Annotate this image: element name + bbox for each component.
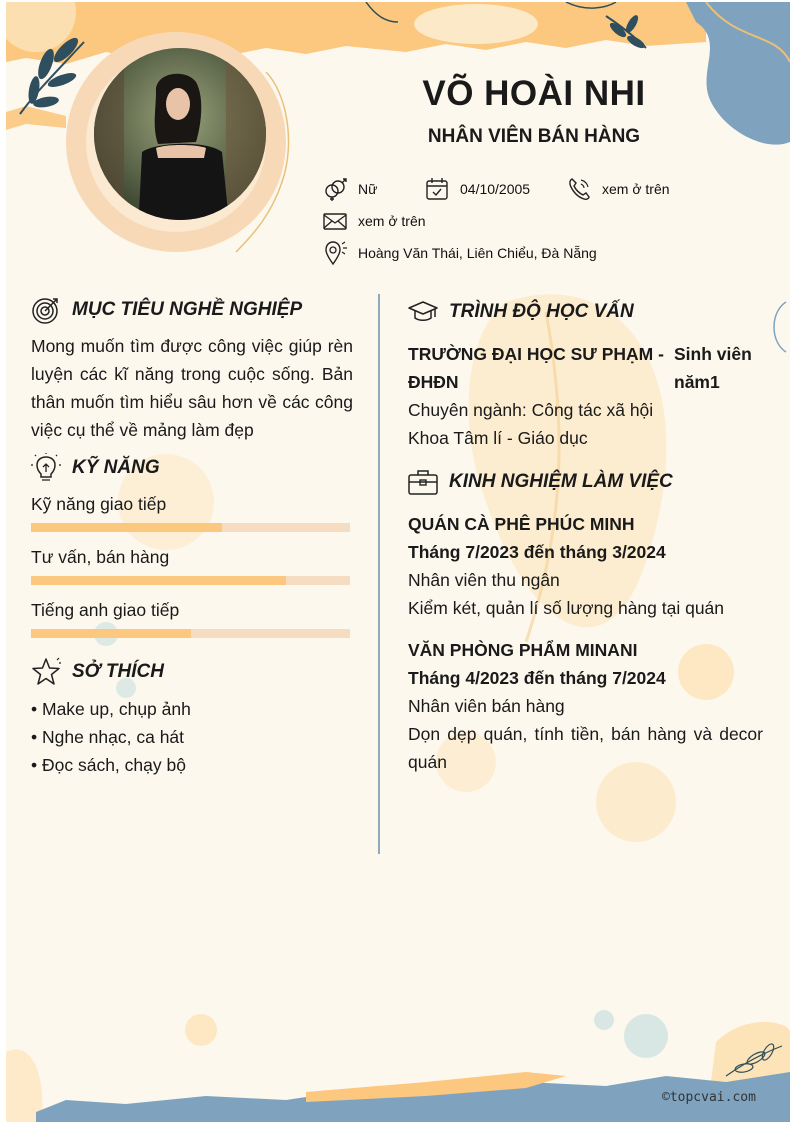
job-company: VĂN PHÒNG PHẨM MINANI xyxy=(408,640,638,660)
phone-info xyxy=(566,176,670,202)
study-status-line: Sinh viên xyxy=(674,344,752,364)
job-description: Kiểm két, quản lí số lượng hàng tại quán xyxy=(408,598,725,618)
job-company: QUÁN CÀ PHÊ PHÚC MINH xyxy=(408,514,635,534)
dob-info xyxy=(424,176,530,202)
skills-heading xyxy=(30,452,160,484)
school-name-line: TRƯỜNG ĐẠI HỌC SƯ PHẠM - xyxy=(408,344,664,364)
lightbulb-icon xyxy=(30,452,62,484)
skill-progress-fill xyxy=(31,576,286,585)
skill-progress-bar xyxy=(31,576,350,585)
major: Chuyên ngành: Công tác xã hội xyxy=(408,400,654,420)
experience-heading xyxy=(407,466,673,498)
skill-progress-fill xyxy=(31,523,222,532)
location-pin-icon xyxy=(322,240,348,266)
job-position: Nhân viên thu ngân xyxy=(408,570,560,590)
calendar-icon xyxy=(424,176,450,202)
target-icon xyxy=(30,294,62,326)
education-title: TRÌNH ĐỘ HỌC VẤN xyxy=(449,301,634,322)
hobby-item: • Đọc sách, chạy bộ xyxy=(31,755,186,775)
phone-icon xyxy=(566,176,592,202)
phone-value: xem ở trên xyxy=(602,181,670,197)
experience-title: KINH NGHIỆM LÀM VIỆC xyxy=(449,471,673,492)
job-period: Tháng 4/2023 đến tháng 7/2024 xyxy=(408,668,666,688)
study-status-line: năm1 xyxy=(674,372,720,392)
skills-title: KỸ NĂNG xyxy=(72,457,160,478)
email-value: xem ở trên xyxy=(358,213,426,229)
address-value: Hoàng Văn Thái, Liên Chiểu, Đà Nẵng xyxy=(358,245,597,261)
job-title: NHÂN VIÊN BÁN HÀNG xyxy=(427,126,641,147)
hobbies-heading xyxy=(30,656,164,688)
gender-info xyxy=(322,176,377,202)
job-period: Tháng 7/2023 đến tháng 3/2024 xyxy=(408,542,666,562)
skill-label: Tư vấn, bán hàng xyxy=(31,547,170,567)
graduation-cap-icon xyxy=(407,296,439,328)
hobby-item: • Nghe nhạc, ca hát xyxy=(31,727,185,747)
education-heading xyxy=(407,296,634,328)
skill-label: Tiếng anh giao tiếp xyxy=(31,600,180,620)
objective-text: Mong muốn tìm được công việc giúp rèn luyện các kĩ năng trong cuộc sống. Bản thân muốn tìm hiểu sâu hơn về các công việc cụ thể về mảng làm đẹp xyxy=(31,336,353,440)
objective-heading xyxy=(30,294,302,326)
school-name xyxy=(408,340,668,396)
watermark: ©topcvai.com xyxy=(662,1090,756,1105)
objective-title: MỤC TIÊU NGHỀ NGHIỆP xyxy=(72,299,303,320)
hobbies-title: SỞ THÍCH xyxy=(72,661,164,682)
star-icon xyxy=(30,656,62,688)
column-divider xyxy=(378,294,380,854)
school-name-line: ĐHĐN xyxy=(408,372,459,392)
job-position: Nhân viên bán hàng xyxy=(408,696,565,716)
skill-progress-bar xyxy=(31,523,350,532)
cv-page xyxy=(6,2,790,1122)
faculty: Khoa Tâm lí - Giáo dục xyxy=(408,428,588,448)
skill-progress-fill xyxy=(31,629,191,638)
address-info xyxy=(322,240,597,266)
study-status xyxy=(674,340,774,396)
briefcase-icon xyxy=(407,466,439,498)
gender-value: Nữ xyxy=(358,181,378,197)
email-info xyxy=(322,208,426,234)
dob-value: 04/10/2005 xyxy=(460,181,531,197)
skill-progress-bar xyxy=(31,629,350,638)
hobby-item: • Make up, chụp ảnh xyxy=(31,699,191,719)
skill-label: Kỹ năng giao tiếp xyxy=(31,494,167,514)
job-description: Dọn dẹp quán, tính tiền, bán hàng và decor quán xyxy=(408,724,763,772)
cv-content xyxy=(6,2,790,1122)
email-icon xyxy=(322,208,348,234)
gender-icon xyxy=(322,176,348,202)
full-name: VÕ HOÀI NHI xyxy=(422,74,646,113)
